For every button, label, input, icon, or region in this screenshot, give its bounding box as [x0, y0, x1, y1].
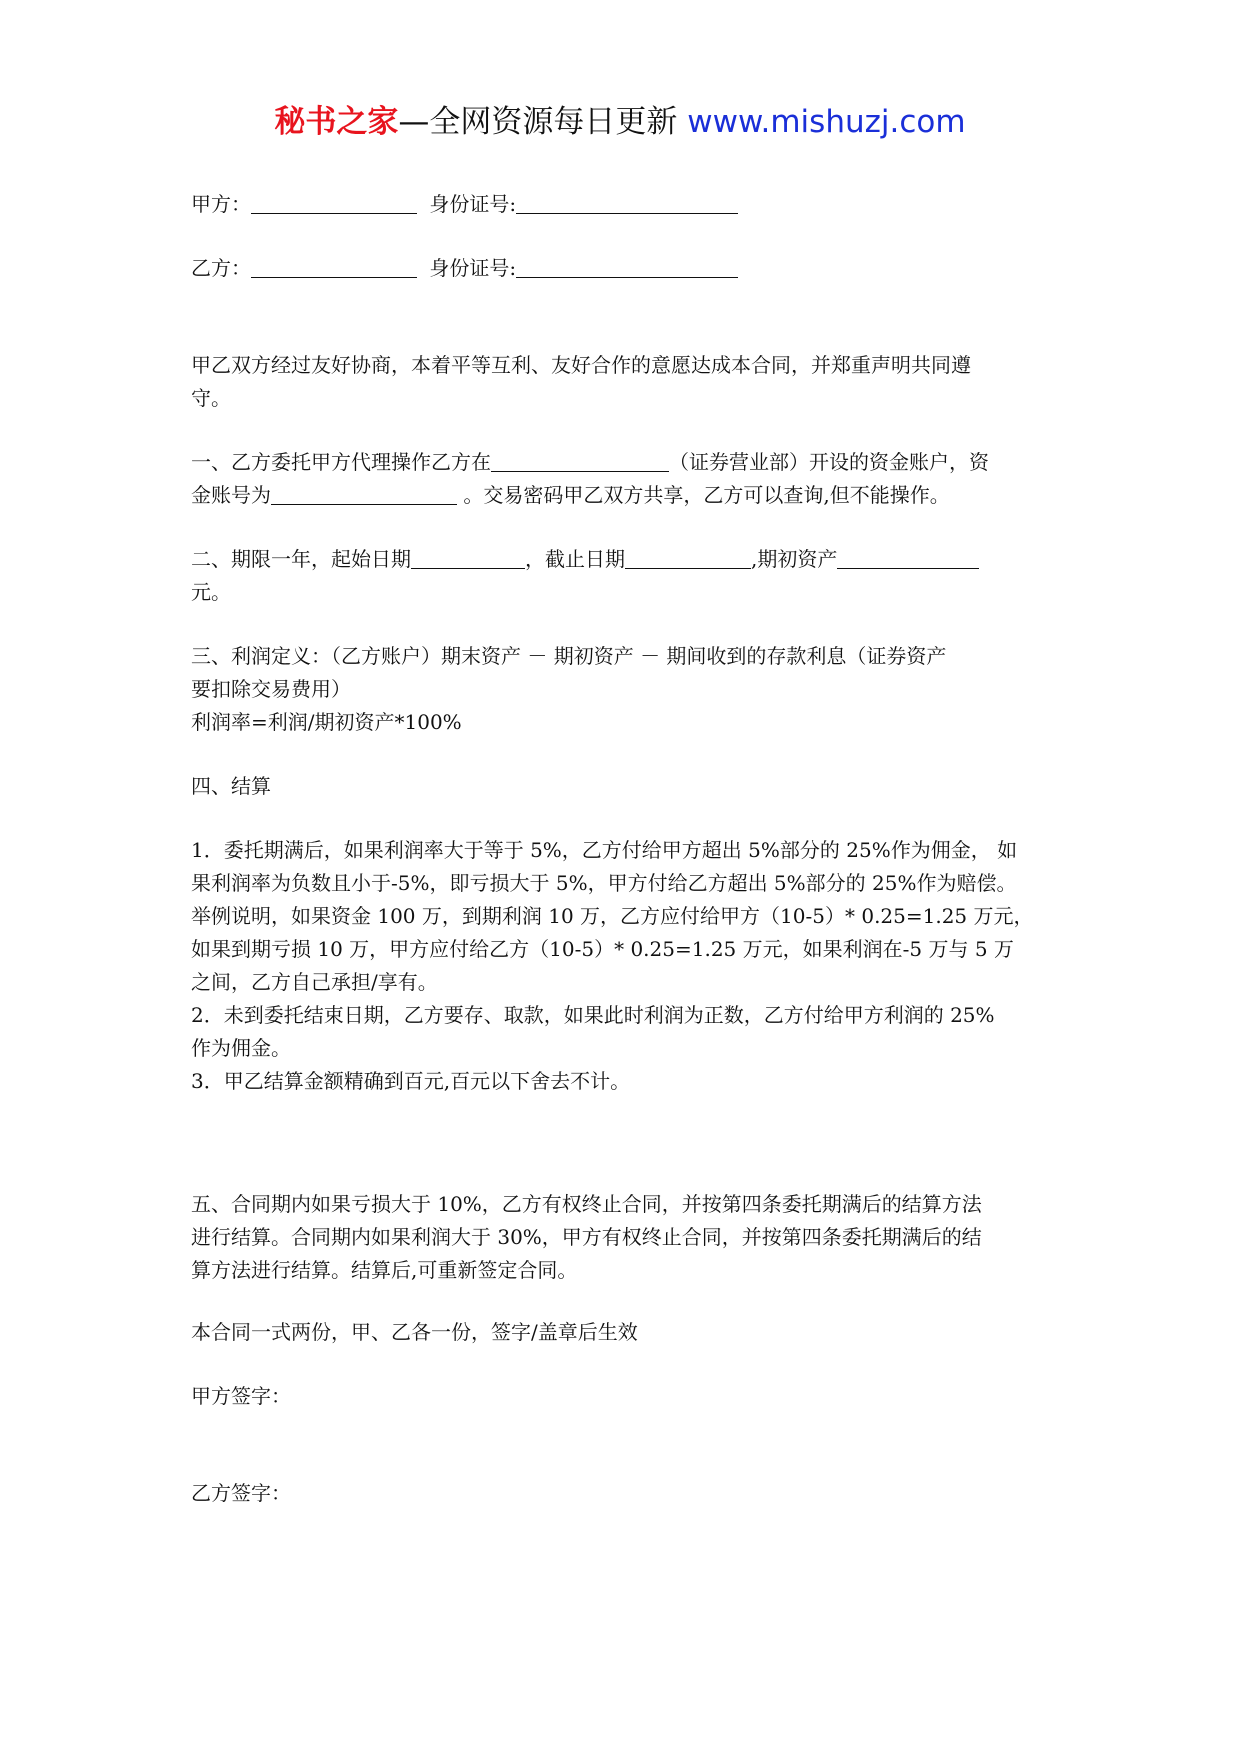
clause-4-line: 3．甲乙结算金额精确到百元,百元以下舍去不计。	[191, 1069, 631, 1093]
party-b-label: 乙方：	[191, 256, 251, 280]
clause-1	[191, 446, 1071, 512]
site-slogan: —全网资源每日更新	[398, 104, 678, 140]
clause-3-line: 要扣除交易费用）	[191, 677, 351, 701]
clause-1-text: 金账号为	[191, 483, 271, 507]
clause-4-body	[191, 834, 1071, 1098]
clause-1-text: 一、乙方委托甲方代理操作乙方在	[191, 450, 491, 474]
clause-3-line: 三、利润定义：（乙方账户）期末资产 － 期初资产 － 期间收到的存款利息（证券资产	[191, 644, 947, 668]
party-b-id-blank[interactable]	[516, 257, 738, 278]
clause-5-line: 算方法进行结算。结算后,可重新签定合同。	[191, 1258, 578, 1282]
clause-4-title	[191, 770, 1071, 803]
clause-4-line: 如果到期亏损 10 万，甲方应付给乙方（10-5）* 0.25=1.25 万元，如果利润在-5 万与 5 万	[191, 937, 1014, 961]
party-a-line	[191, 188, 738, 220]
party-b-signature	[191, 1477, 1071, 1510]
party-a-id-label: 身份证号:	[429, 192, 517, 216]
clause-4-line: 2．未到委托结束日期，乙方要存、取款，如果此时利润为正数，乙方付给甲方利润的 25%	[191, 1003, 995, 1027]
intro-line: 守。	[191, 386, 231, 410]
brokerage-blank[interactable]	[491, 451, 669, 472]
clause-4-line: 作为佣金。	[191, 1036, 291, 1060]
clause-5-line: 五、合同期内如果亏损大于 10%，乙方有权终止合同，并按第四条委托期满后的结算方法	[191, 1192, 982, 1216]
account-number-blank[interactable]	[271, 484, 457, 505]
site-url[interactable]: www.mishuzj.com	[687, 104, 966, 140]
party-a-id-blank[interactable]	[516, 193, 738, 214]
party-b-name-blank[interactable]	[251, 257, 417, 278]
party-a-name-blank[interactable]	[251, 193, 417, 214]
clause-2	[191, 543, 1071, 609]
clause-2-text: ,期初资产	[751, 547, 838, 571]
party-b-line	[191, 252, 738, 284]
clause-4-line: 举例说明，如果资金 100 万，到期利润 10 万，乙方应付给甲方（10-5）* 0.25=1.25 万元，	[191, 904, 1034, 928]
initial-assets-blank[interactable]	[837, 548, 979, 569]
intro-paragraph	[191, 349, 1071, 415]
closing-line: 本合同一式两份，甲、乙各一份，签字/盖章后生效	[191, 1320, 638, 1344]
party-a-signature	[191, 1380, 1071, 1413]
party-b-signature-label: 乙方签字：	[191, 1481, 291, 1505]
clause-3	[191, 640, 1071, 739]
clause-2-text: ，截止日期	[525, 547, 625, 571]
clause-4-line: 1．委托期满后，如果利润率大于等于 5%，乙方付给甲方超出 5%部分的 25%作为佣金， 如	[191, 838, 1018, 862]
clause-4-line: 果利润率为负数且小于-5%，即亏损大于 5%，甲方付给乙方超出 5%部分的 25%作为赔偿。	[191, 871, 1017, 895]
closing-statement	[191, 1316, 1071, 1349]
clause-2-text: 二、期限一年，起始日期	[191, 547, 411, 571]
intro-line: 甲乙双方经过友好协商，本着平等互利、友好合作的意愿达成本合同，并郑重声明共同遵	[191, 353, 971, 377]
clause-5-line: 进行结算。合同期内如果利润大于 30%，甲方有权终止合同，并按第四条委托期满后的结	[191, 1225, 982, 1249]
end-date-blank[interactable]	[625, 548, 751, 569]
site-brand: 秘书之家	[274, 104, 399, 140]
party-b-id-label: 身份证号:	[429, 256, 517, 280]
clause-1-line-1	[191, 446, 1071, 479]
profit-rate-formula: 利润率=利润/期初资产*100%	[191, 710, 462, 734]
clause-1-text: （证券营业部）开设的资金账户，资	[669, 450, 989, 474]
site-header	[0, 100, 1240, 144]
start-date-blank[interactable]	[411, 548, 525, 569]
party-a-label: 甲方：	[191, 192, 251, 216]
clause-1-text: 。交易密码甲乙双方共享，乙方可以查询,但不能操作。	[457, 483, 950, 507]
clause-1-line-2	[191, 479, 1071, 512]
clause-2-line-2: 元。	[191, 580, 231, 604]
clause-2-line-1	[191, 543, 1071, 576]
party-a-signature-label: 甲方签字：	[191, 1384, 291, 1408]
clause-4-line: 之间，乙方自己承担/享有。	[191, 970, 438, 994]
clause-4-heading: 四、结算	[191, 774, 271, 798]
clause-5	[191, 1188, 1071, 1287]
